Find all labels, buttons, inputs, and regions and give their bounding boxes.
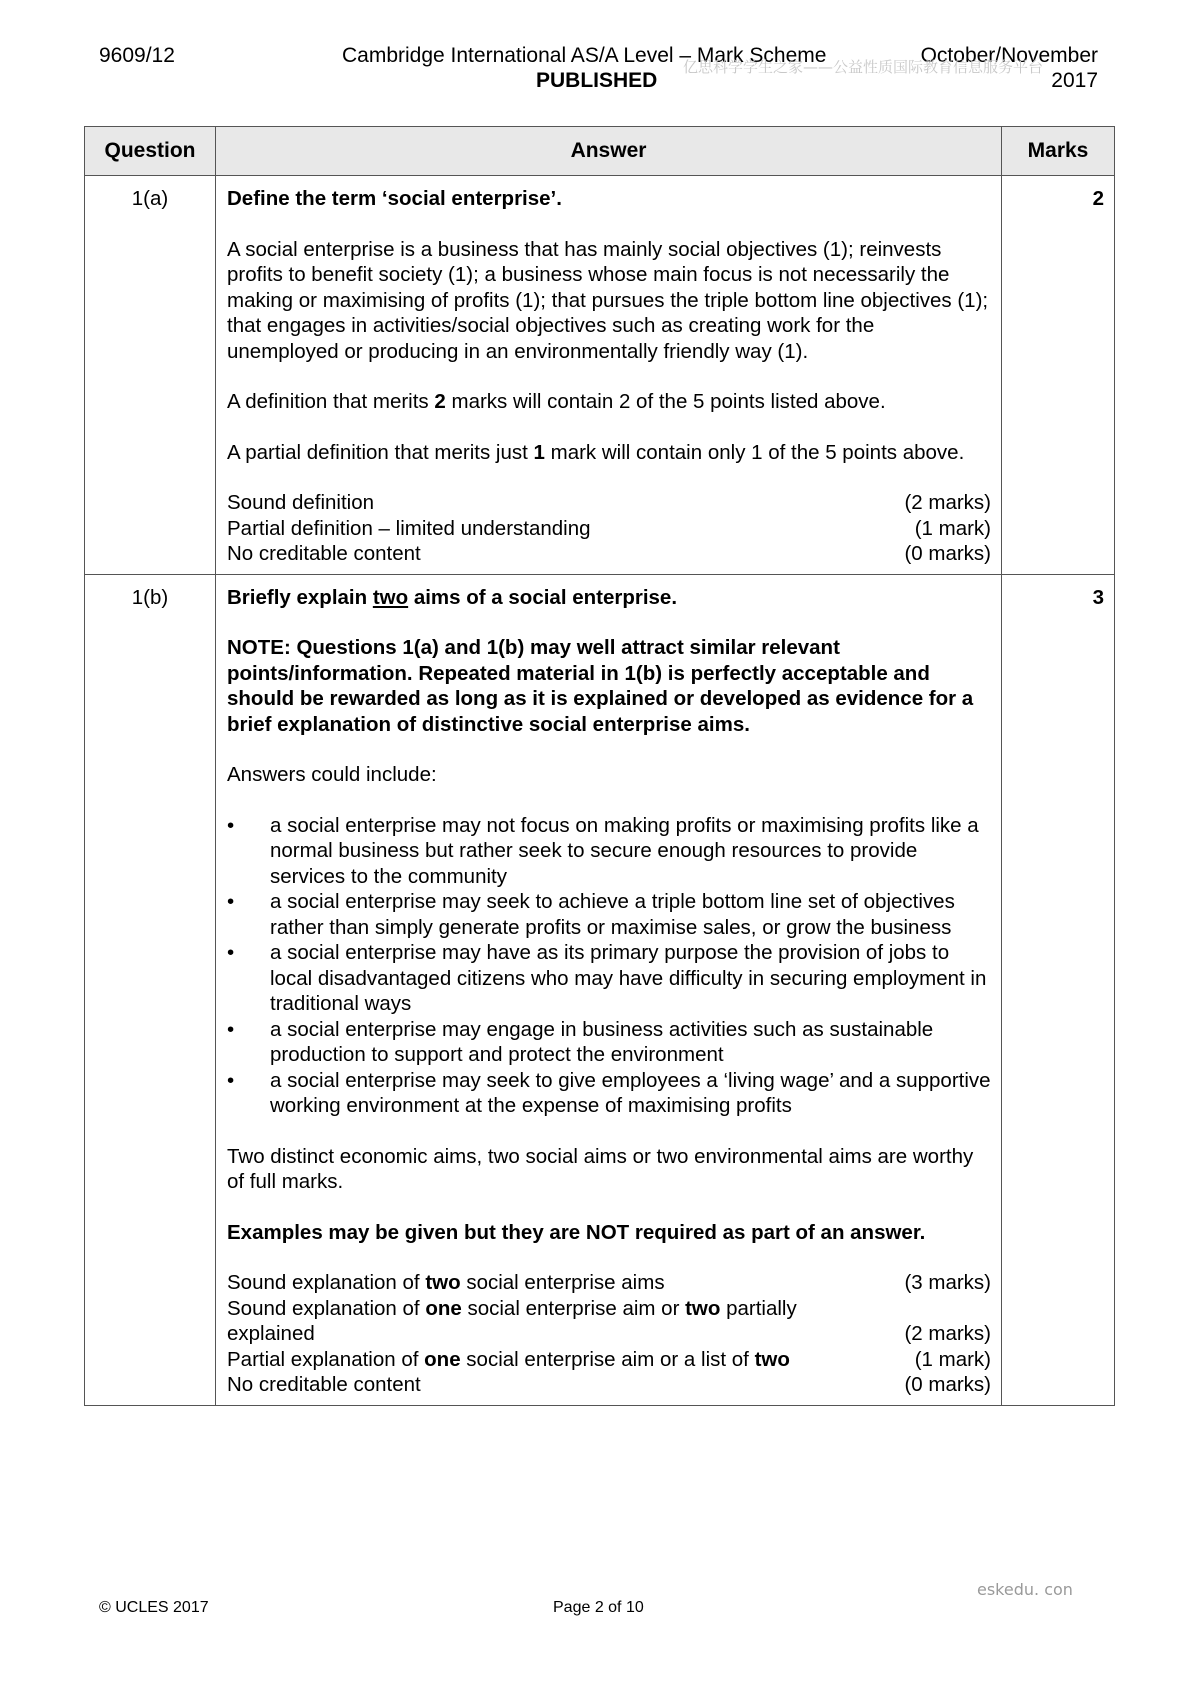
marking-levels: [227, 490, 991, 567]
exam-session: October/November: [920, 44, 1098, 67]
list-item: • a social enterprise may have as its primary purpose the provision of jobs to local disadvantaged citizens who may have difficulty in securing employment in traditional ways: [227, 940, 991, 1017]
level-marks: (2 marks): [904, 491, 991, 514]
level-description: Partial definition – limited understanding: [227, 516, 591, 540]
marking-level: [227, 1270, 991, 1296]
table-row: [85, 574, 1115, 1405]
table-header-row: [85, 127, 1115, 176]
level-marks: (3 marks): [904, 1271, 991, 1294]
marks-value: 3: [1002, 574, 1115, 1405]
level-description: Partial explanation of one social enterprise aim or a list of two: [227, 1347, 790, 1371]
question-column-header: Question: [85, 127, 216, 176]
marks-value: 2: [1002, 176, 1115, 575]
question-number: 1(a): [85, 176, 216, 575]
copyright-notice: © UCLES 2017: [99, 1599, 209, 1616]
list-item: • a social enterprise may seek to give employees a ‘living wage’ and a supportive working environment at the expense of maximising profits: [227, 1068, 991, 1119]
marks-column-header: Marks: [1002, 127, 1115, 176]
site-watermark: eskedu. con: [977, 1580, 1073, 1599]
table-row: [85, 176, 1115, 575]
level-marks: (1 mark): [914, 516, 991, 540]
level-description: No creditable content: [227, 542, 421, 565]
published-label: PUBLISHED: [536, 69, 658, 92]
marking-level: [227, 1347, 991, 1373]
marking-level: [227, 1296, 991, 1347]
level-description: No creditable content: [227, 1373, 421, 1396]
paper-code: 9609/12: [99, 44, 175, 67]
marking-level: [227, 490, 991, 516]
question-number: 1(b): [85, 574, 216, 1405]
answer-column-header: Answer: [216, 127, 1002, 176]
answer-paragraph: A partial definition that merits just 1 mark will contain only 1 of the 5 points above.: [227, 440, 965, 464]
watermark-text: 亿思科学学生之家——公益性质国际教育信息服务平台: [683, 58, 1044, 76]
answer-paragraph: A social enterprise is a business that has mainly social objectives (1); reinvests profits to benefit society (1); a business whose main focus is not necessarily the making or maximising of profits (1); that pursues the triple bottom line objectives (1); that engages in activities/social objectives such as creating work for the unemployed or producing in an environmentally friendly way (1).: [227, 237, 989, 363]
level-description: Sound explanation of two social enterprise aims: [227, 1271, 665, 1294]
question-prompt: Define the term ‘social enterprise’.: [227, 187, 562, 210]
question-prompt: Briefly explain two aims of a social enterprise.: [227, 585, 678, 609]
level-marks: (2 marks): [904, 1322, 991, 1345]
level-marks: (1 mark): [914, 1347, 991, 1371]
list-item: • a social enterprise may seek to achieve a triple bottom line set of objectives rather than simply generate profits or maximise sales, or grow the business: [227, 889, 991, 940]
examples-note: Examples may be given but they are NOT required as part of an answer.: [227, 1220, 926, 1244]
marking-level: [227, 541, 991, 567]
marking-level: [227, 516, 991, 542]
level-marks: (0 marks): [904, 542, 991, 565]
level-description: Sound definition: [227, 491, 375, 514]
answer-paragraph: A definition that merits 2 marks will contain 2 of the 5 points listed above.: [227, 390, 886, 413]
answer-bullet-list: [227, 813, 991, 1119]
level-marks: (0 marks): [904, 1373, 991, 1396]
answer-cell: [216, 574, 1002, 1405]
marking-levels: [227, 1270, 991, 1398]
list-item: • a social enterprise may engage in business activities such as sustainable production to support and protect the environment: [227, 1017, 991, 1068]
answer-paragraph: Two distinct economic aims, two social aims or two environmental aims are worthy of full marks.: [227, 1144, 974, 1193]
list-item: • a social enterprise may not focus on making profits or maximising profits like a normal business but rather seek to secure enough resources to provide services to the community: [227, 813, 991, 890]
level-description: Sound explanation of one social enterprise aim or two partially explained: [227, 1296, 797, 1345]
marking-level: [227, 1372, 991, 1398]
page-number: Page 2 of 10: [553, 1599, 644, 1616]
answer-cell: [216, 176, 1002, 575]
examiner-note: NOTE: Questions 1(a) and 1(b) may well attract similar relevant points/information. Repeated material in 1(b) is perfectly acceptable and should be rewarded as long as it is explained or developed as evidence for a brief explanation of distinctive social enterprise aims.: [227, 636, 974, 736]
document-title: Cambridge International AS/A Level – Mark Scheme: [342, 44, 827, 67]
answer-intro: Answers could include:: [227, 763, 437, 786]
exam-year: 2017: [1051, 69, 1098, 92]
mark-scheme-table: [84, 126, 1115, 1406]
